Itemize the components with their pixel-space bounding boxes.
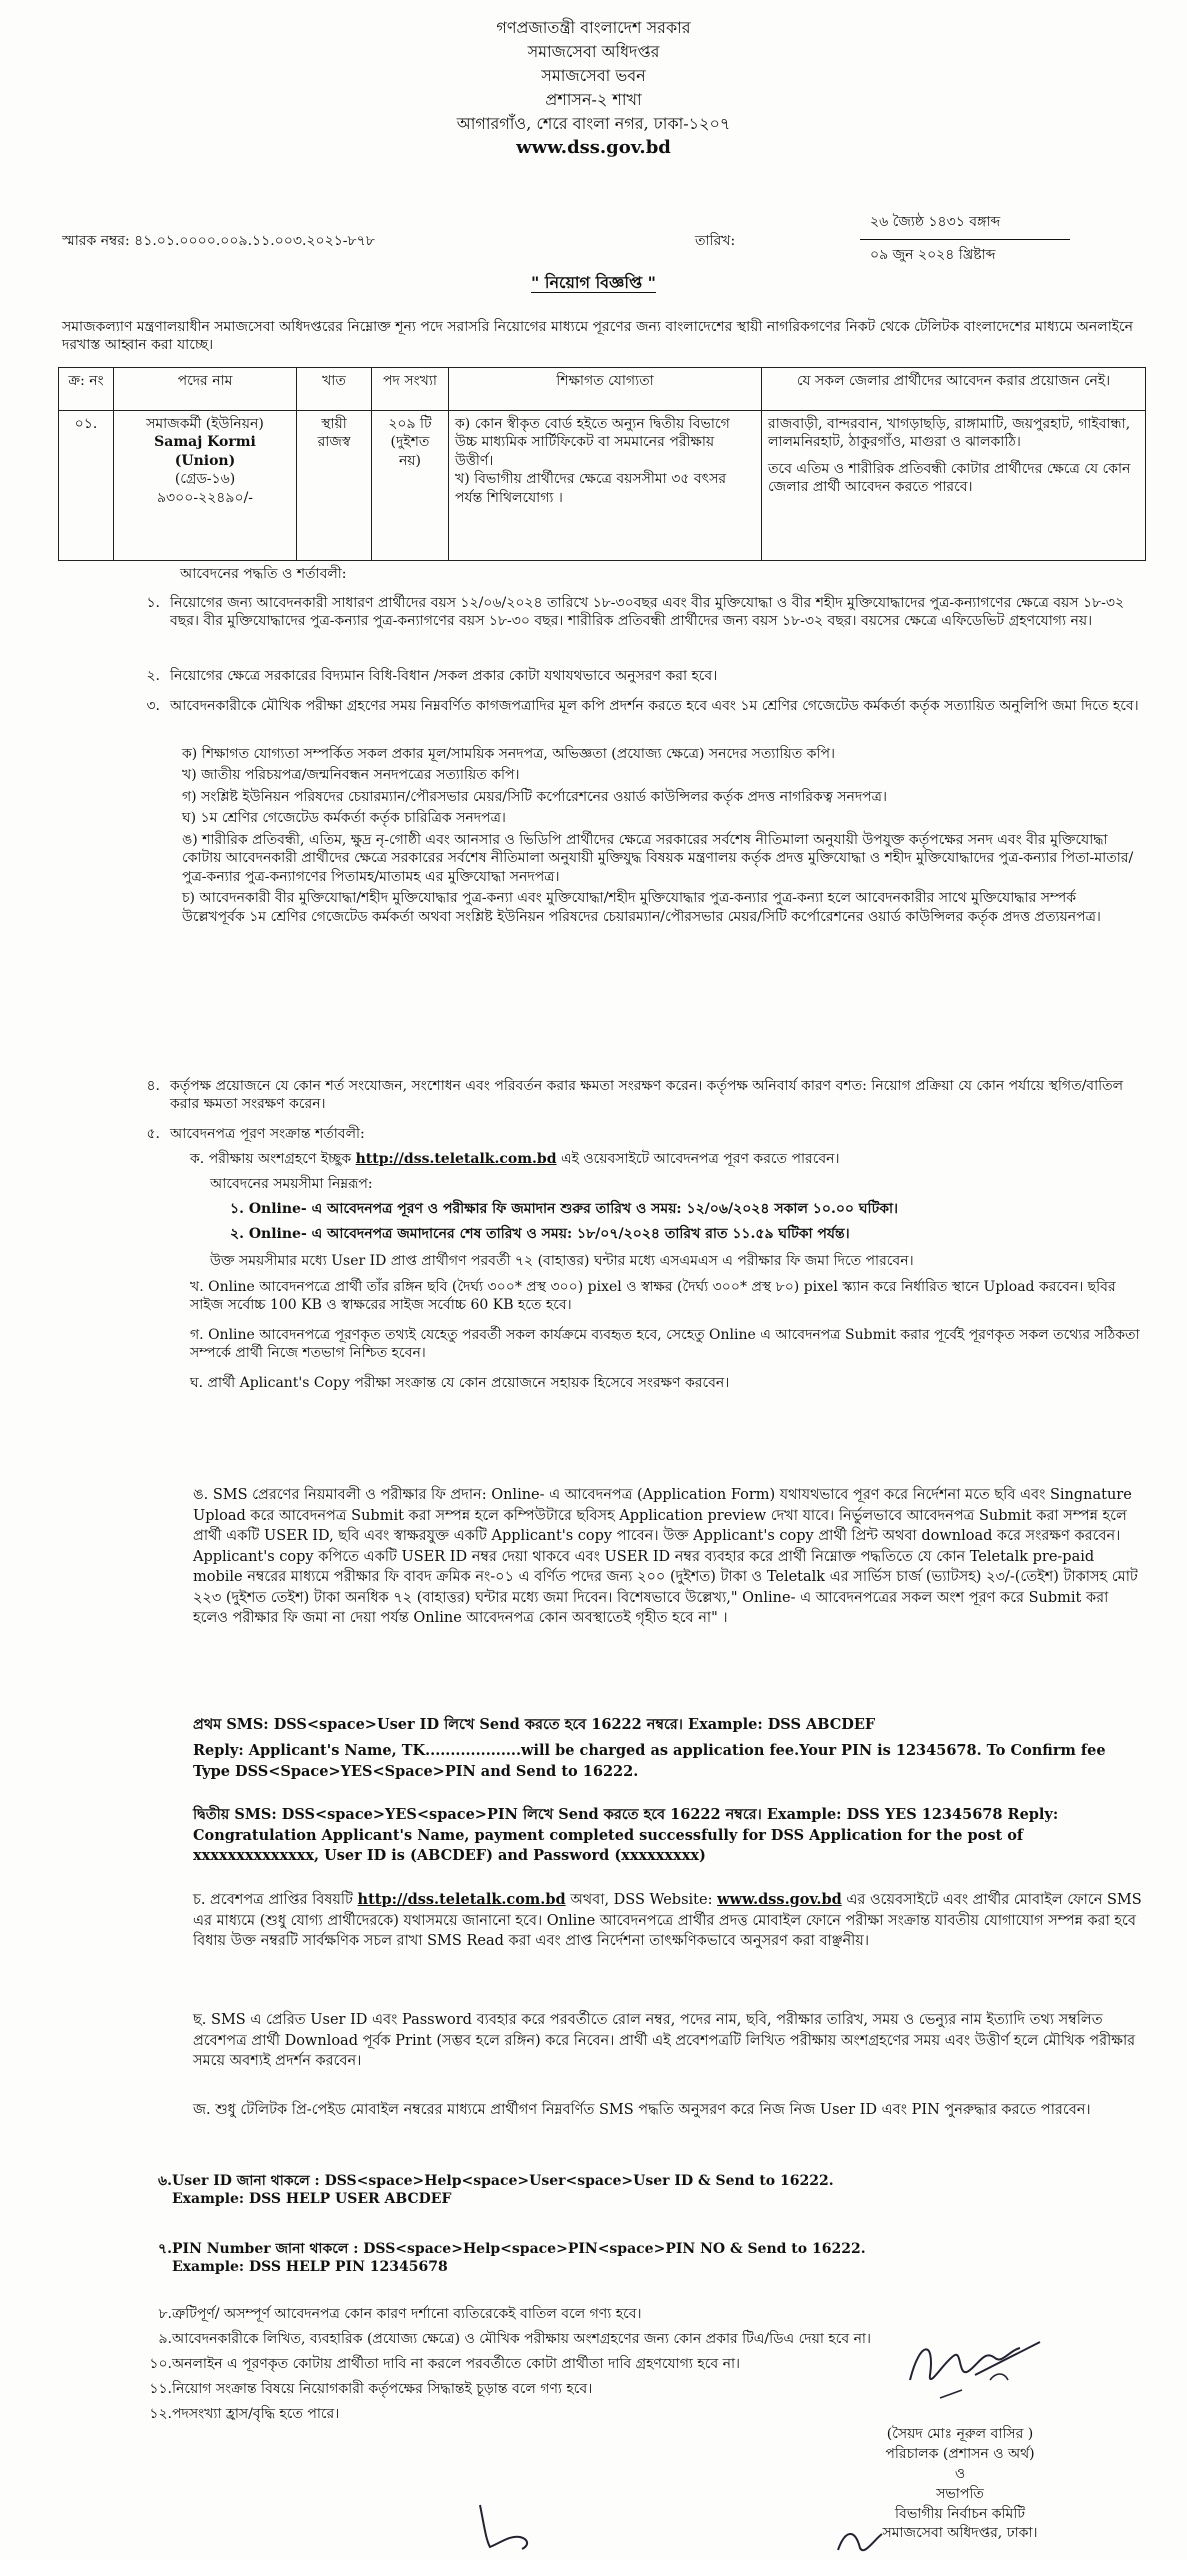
condition-text: নিয়োগের ক্ষেত্রে সরকারের বিদ্যমান বিধি-বিধান /সকল প্রকার কোটা যথাযথভাবে অনুসরণ করা হবে।: [170, 668, 718, 684]
date-block: [860, 213, 1080, 264]
date-bangla: ২৬ জ্যৈষ্ঠ ১৪৩১ বঙ্গাব্দ: [870, 214, 1001, 230]
condition-5-ga: গ. Online আবেদনপত্রে পূরণকৃত তথ্যই যেহেতু পরবর্তী সকল কার্যক্রমে ব্যবহৃত হবে, সেহেতু Online এ আবেদনপত্র Submit করার পূর্বেই পূরণকৃত সকল তথ্যের সঠিকতা সম্পর্কে প্রার্থী নিজে শতভাগ নিশ্চিত হবেন।: [190, 1327, 1140, 1362]
condition-2: [146, 667, 1150, 685]
signatory-role: সভাপতি: [936, 2485, 984, 2502]
intro-paragraph: সমাজকল্যাণ মন্ত্রণালয়াধীন সমাজসেবা অধিদপ্তরের নিম্নোক্ত শূন্য পদে সরাসরি নিয়োগের মাধ্যমে পূরণের জন্য বাংলাদেশের স্থায়ী নাগরিকগণের নিকট থেকে টেলিটক বাংলাদেশের মাধ্যমে অনলাইনে দরখাস্ত আহ্বান করা যাচ্ছে।: [62, 319, 1134, 354]
sector-cell: স্থায়ী রাজস্ব: [297, 411, 372, 561]
condition-5-ka: [190, 1150, 1140, 1168]
condition-example: Example: DSS HELP USER ABCDEF: [172, 2191, 452, 2208]
list-item: ক) শিক্ষাগত যোগ্যতা সম্পর্কিত সকল প্রকার মূল/সাময়িক সনদপত্র, অভিজ্ঞতা (প্রযোজ্য ক্ষেত্রে) সনদের সত্যায়িত কপি।: [182, 746, 835, 762]
initial-mark-icon: [830, 2520, 890, 2560]
table-header: যে সকল জেলার প্রার্থীদের আবেদন করার প্রয়োজন নেই।: [762, 368, 1146, 411]
condition-11: [149, 2380, 872, 2398]
post-name-cell: [114, 411, 297, 561]
signatory-committee: বিভাগীয় নির্বাচন কমিটি: [895, 2505, 1025, 2522]
notice-title: [0, 272, 1187, 293]
condition-text: User ID জানা থাকলে : DSS<space>Help<space>User<space>User ID & Send to 16222.: [172, 2173, 834, 2189]
condition-number: ১০.: [149, 2356, 172, 2372]
signatory-and: ও: [954, 2465, 966, 2482]
header-line: প্রশাসন-২ শাখা: [545, 90, 642, 109]
qualification-cell: [449, 411, 762, 561]
posts-table: [58, 367, 1146, 561]
post-line: Samaj Kormi: [154, 434, 256, 451]
district-line: রাজবাড়ী, বান্দরবান, খাগড়াছড়ি, রাঙ্গামাটি, জয়পুরহাট, গাইবান্ধা, লালমনিরহাট, ঠাকুরগাঁও, মাগুরা ও ঝালকাঠি।: [768, 416, 1131, 451]
condition-number: ৪.: [146, 1078, 160, 1094]
ka-text: ক. পরীক্ষায় অংশগ্রহণে ইচ্ছুক: [190, 1151, 352, 1167]
cha-rest: এর ওয়েবসাইটে এবং প্রার্থীর মোবাইল ফোনে SMS এর মাধ্যমে (শুধু যোগ্য প্রার্থীদেরকে) যথাসময়ে জানানো হবে। Online আবেদনপত্রে প্রার্থীর প্রদত্ত মোবাইল ফোনে পরীক্ষা সংক্রান্ত যাবতীয় যোগাযোগ সম্পন্ন করা হবে বিধায় উক্ত নম্বরটি সার্বক্ষণিক সচল রাখা SMS Read করা এবং প্রাপ্ত নির্দেশনা তাৎক্ষণিকভাবে অনুসরণ করা বাঞ্ছনীয়।: [193, 1892, 1142, 1950]
count-cell: ২০৯ টি (দুইশত নয়): [372, 411, 449, 561]
post-line: ৯৩০০-২২৪৯০/-: [156, 489, 254, 506]
condition-text: পদসংখ্যা হ্রাস/বৃদ্ধি হতে পারে।: [172, 2406, 340, 2422]
list-item: খ) জাতীয় পরিচয়পত্র/জন্মনিবন্ধন সনদপত্রের সত্যায়িত কপি।: [182, 767, 520, 784]
table-header: খাত: [297, 368, 372, 411]
first-sms: প্রথম SMS: DSS<space>User ID লিখে Send করতে হবে 16222 নম্বরে। Example: DSS ABCDEF: [193, 1716, 876, 1733]
list-item: ঘ) ১ম শ্রেণির গেজেটেড কর্মকর্তা কর্তৃক চারিত্রিক সনদপত্র।: [182, 810, 506, 827]
condition-text: নিয়োগের জন্য আবেদনকারী সাধারণ প্রার্থীদের বয়স ১২/০৬/২০২৪ তারিখে ১৮-৩০বছর এবং বীর মুক্তিযোদ্ধা ও বীর শহীদ মুক্তিযোদ্ধাদের পুত্র-কন্যাগণের ক্ষেত্রে বয়স ১৮-৩২ বছর। বীর মুক্তিযোদ্ধাদের পুত্র-কন্যার পুত্র-কন্যাগণের বয়স ১৮-৩০ বছর। শারীরিক প্রতিবন্ধী প্রার্থীদের জন্য বয়স ১৮-৩২ বছর। বয়সের ক্ষেত্রে এফিডেভিট গ্রহণযোগ্য নয়।: [170, 595, 1125, 630]
list-item: গ) সংশ্লিষ্ট ইউনিয়ন পরিষদের চেয়ারম্যান/পৌরসভার মেয়র/সিটি কর্পোরেশনের ওয়ার্ড কাউন্সিলর কর্তৃক প্রদত্ত নাগরিকত্ব সনদপত্র।: [182, 788, 887, 805]
header-line: সমাজসেবা অধিদপ্তর: [527, 42, 660, 61]
condition-text: আবেদনকারীকে লিখিত, ব্যবহারিক (প্রযোজ্য ক্ষেত্রে) ও মৌখিক পরীক্ষায় অংশগ্রহণের জন্য কোন প্রকার টিএ/ডিএ দেয়া হবে না।: [172, 2331, 872, 2347]
handwritten-signature-icon: [900, 2320, 1050, 2410]
post-line: সমাজকর্মী (ইউনিয়ন): [146, 416, 264, 432]
teletalk-link[interactable]: http://dss.teletalk.com.bd: [355, 1151, 557, 1167]
condition-example: Example: DSS HELP PIN 12345678: [172, 2259, 448, 2276]
condition-number: ৯.: [158, 2331, 172, 2347]
header-line: সমাজসেবা ভবন: [541, 66, 646, 85]
table-header: শিক্ষাগত যোগ্যতা: [449, 368, 762, 411]
condition-text: অনলাইন এ পূরণকৃত কোটায় প্রার্থীতা দাবি না করলে পরবর্তীতে কোটা প্রার্থীতা দাবি গ্রহণযোগ্য হবে না।: [172, 2356, 741, 2372]
condition-number: ৮.: [158, 2306, 172, 2322]
post-line: (Union): [174, 452, 236, 469]
period-end: ২. Online- এ আবেদনপত্র জমাদানের শেষ তারিখ ও সময়: ১৮/০৭/২০২৪ তারিখ রাত ১১.৫৯ ঘটিকা পর্যন্ত।: [230, 1226, 850, 1242]
date-english: ০৯ জুন ২০২৪ খ্রিষ্টাব্দ: [870, 247, 996, 263]
document-list: [182, 745, 1142, 926]
post-line: (গ্রেড-১৬): [174, 471, 236, 488]
district-line: তবে এতিম ও শারীরিক প্রতিবন্ধী কোটার প্রার্থীদের ক্ষেত্রে যে কোন জেলার প্রার্থী আবেদন করতে পারবে।: [768, 460, 1131, 496]
signatory-name: (সৈয়দ মোঃ নূরুল বাসির ): [886, 2426, 1034, 2442]
ka-rest: এই ওয়েবসাইটে আবেদনপত্র পূরণ করতে পারবেন।: [560, 1151, 840, 1167]
condition-12: [149, 2405, 772, 2423]
condition-number: ২.: [146, 668, 160, 684]
second-sms: দ্বিতীয় SMS: DSS<space>YES<space>PIN লিখে Send করতে হবে 16222 নম্বরে। Example: DSS YES 12345678 Reply: Congratulation Applicant's Name, payment completed successfully for DSS Application for the post of xxxxxxxxxxxxxx, User ID is (ABCDEF) and Password (xxxxxxxxx): [193, 1806, 1059, 1865]
condition-text: ত্রুটিপূর্ণ/ অসম্পূর্ণ আবেদনপত্র কোন কারণ দর্শানো ব্যতিরেকেই বাতিল বলে গণ্য হবে।: [172, 2306, 642, 2322]
condition-number: ১১.: [149, 2381, 172, 2397]
recover-credentials: জ. শুধু টেলিটক প্রি-পেইড মোবাইল নম্বরের মাধ্যমে প্রার্থীগণ নিম্নবর্ণিত SMS পদ্ধতি অনুসরণ করে নিজ নিজ User ID এবং PIN পুনরুদ্ধার করতে পারবেন।: [193, 2102, 1091, 2118]
first-sms-reply: Reply: Applicant's Name, TK...................will be charged as application fee.Your PIN is 12345678. To Confirm fee Type DSS<Space>YES<Space>PIN and Send to 16222.: [193, 1742, 1106, 1780]
table-header: পদ সংখ্যা: [372, 368, 449, 411]
table-row: [59, 411, 1146, 561]
list-item: ঙ) শারীরিক প্রতিবন্ধী, এতিম, ক্ষুদ্র নৃ-গোষ্ঠী এবং আনসার ও ভিডিপি প্রার্থীদের ক্ষেত্রে সরকারের সর্বশেষ নীতিমালা অনুযায়ী উপযুক্ত কর্তৃপক্ষের সনদ এবং বীর মুক্তিযোদ্ধা কোটায় আবেদনকারী প্রার্থীদের ক্ষেত্রে সরকারের সর্বশেষ নীতিমালা অনুযায়ী মুক্তিযুদ্ধ বিষয়ক মন্ত্রণালয় কর্তৃক প্রদত্ত মুক্তিযোদ্ধা ও শহীদ মুক্তিযোদ্ধাদের পুত্র-কন্যার পিতা-মাতার/পুত্র-কন্যার পুত্র-কন্যাগণের পিতামহ/মাতামহ এর মুক্তিযোদ্ধা সনদপত্র।: [182, 831, 1134, 885]
condition-5: [146, 1125, 1150, 1143]
condition-number: ১২.: [149, 2406, 172, 2422]
condition-5-gha: ঘ. প্রার্থী Aplicant's Copy পরীক্ষা সংক্রান্ত যে কোন প্রয়োজনে সহায়ক হিসেবে সংরক্ষণ করবেন।: [190, 1375, 730, 1391]
cha-mid: অথবা, DSS Website:: [570, 1892, 713, 1908]
list-item: চ) আবেদনকারী বীর মুক্তিযোদ্ধা/শহীদ মুক্তিযোদ্ধার পুত্র-কন্যা এবং মুক্তিযোদ্ধা/শহীদ মুক্তিযোদ্ধার পুত্র-কন্যার পুত্র-কন্যা হলে আবেদনকারীর সাথে মুক্তিযোদ্ধার সম্পর্ক উল্লেখপূর্বক ১ম শ্রেণির গেজেটেড কর্মকর্তা অথবা সংশ্লিষ্ট ইউনিয়ন পরিষদের চেয়ারম্যান/পৌরসভার মেয়র/সিটি কর্পোরেশনের ওয়ার্ড কাউন্সিলর কর্তৃক প্রদত্ত প্রত্যয়নপত্র।: [182, 890, 1101, 925]
districts-cell: [762, 411, 1146, 561]
condition-text: নিয়োগ সংক্রান্ত বিষয়ে নিয়োগকারী কর্তৃপক্ষের সিদ্ধান্তই চূড়ান্ত বলে গণ্য হবে।: [172, 2381, 593, 2397]
serial-cell: ০১.: [59, 411, 114, 561]
cha-text: চ. প্রবেশপত্র প্রাপ্তির বিষয়টি: [193, 1892, 353, 1908]
admit-card-note: [193, 1890, 1143, 1952]
period-note: উক্ত সময়সীমার মধ্যে User ID প্রাপ্ত প্রার্থীগণ পরবর্তী ৭২ (বাহাত্তর) ঘন্টার মধ্যে এসএমএস এ পরীক্ষার ফি জমা দিতে পারবেন।: [210, 1253, 914, 1269]
condition-text: আবেদনকারীকে মৌখিক পরীক্ষা গ্রহণের সময় নিম্নবর্ণিত কাগজপত্রাদির মূল কপি প্রদর্শন করতে হবে এবং ১ম শ্রেণির গেজেটেড কর্মকর্তা কর্তৃক সত্যায়িত অনুলিপি জমা দিতে হবে।: [170, 698, 1139, 714]
sms-instructions: ঙ. SMS প্রেরণের নিয়মাবলী ও পরীক্ষার ফি প্রদান: Online- এ আবেদনপত্র (Application Form) যথাযথভাবে পূরণ করে নির্দেশনা মতে ছবি এবং Singnature Upload করে আবেদনপত্র Submit করা সম্পন্ন হলে কম্পিউটারে ছবিসহ Application preview দেখা যাবে। নির্ভুলভাবে আবেদনপত্র Submit করা সম্পন্ন হলে প্রার্থী একটি USER ID, ছবি এবং স্বাক্ষরযুক্ত একটি Applicant's copy পাবেন। উক্ত Applicant's copy প্রার্থী প্রিন্ট অথবা download করে সংরক্ষণ করবেন। Applicant's copy কপিতে একটি USER ID নম্বর দেয়া থাকবে এবং USER ID নম্বর ব্যবহার করে প্রার্থী নিম্নোক্ত পদ্ধতিতে যে কোন Teletalk pre-paid mobile নম্বরের মাধ্যমে পরীক্ষার ফি বাবদ ক্রমিক নং-০১ এ বর্ণিত পদের জন্য ২০০ (দুইশত) টাকা ও Teletalk এর সার্ভিস চার্জ (ভ্যাটসহ) ২৩/-(তেইশ) টাকাসহ মোট ২২৩ (দুইশত তেইশ) টাকা অনধিক ৭২ (বাহাত্তর) ঘন্টার মধ্যে জমা দিবেন। বিশেষভাবে উল্লেখ্য," Online- এ আবেদনপত্রের সকল অংশ পূরণ করে Submit করা হলেও পরীক্ষার ফি জমা না দেয়া পর্যন্ত Online আবেদনপত্র কোন অবস্থাতেই গৃহীত হবে না" ।: [193, 1487, 1138, 1627]
date-divider: [860, 239, 1070, 240]
condition-number: ৭.: [158, 2241, 172, 2257]
letterhead: [0, 16, 1187, 160]
condition-text: আবেদনপত্র পূরণ সংক্রান্ত শর্তাবলী:: [170, 1126, 365, 1142]
qualification-line: খ) বিভাগীয় প্রার্থীদের ক্ষেত্রে বয়সসীমা ৩৫ বৎসর পর্যন্ত শিথিলযোগ্য ।: [455, 471, 727, 506]
header-line: গণপ্রজাতন্ত্রী বাংলাদেশ সরকার: [496, 18, 691, 37]
date-label: তারিখ:: [695, 233, 736, 249]
condition-number: ৩.: [146, 698, 160, 714]
conditions-heading: আবেদনের পদ্ধতি ও শর্তাবলী:: [180, 566, 347, 582]
period-start: ১. Online- এ আবেদনপত্র পূরণ ও পরীক্ষার ফি জমাদান শুরুর তারিখ ও সময়: ১২/০৬/২০২৪ সকাল ১০.০০ ঘটিকা।: [230, 1201, 899, 1217]
table-header: ক্র: নং: [59, 368, 114, 411]
condition-6: [158, 2172, 1142, 2209]
condition-number: ১.: [146, 595, 160, 611]
admit-card-download: ছ. SMS এ প্রেরিত User ID এবং Password ব্যবহার করে পরবর্তীতে রোল নম্বর, পদের নাম, ছবি, পরীক্ষার তারিখ, সময় ও ভেন্যুর নাম ইত্যাদি তথ্য সম্বলিত প্রবেশপত্র প্রার্থী Download পূর্বক Print (সম্ভব হলে রঙ্গিন) করে নিবেন। প্রার্থী এই প্রবেশপত্রটি লিখিত পরীক্ষায় অংশগ্রহণের সময় এবং উত্তীর্ণ হলে মৌখিক পরীক্ষার সময়ে অবশ্যই প্রদর্শন করবেন।: [193, 2012, 1136, 2070]
memo-number: স্মারক নম্বর: ৪১.০১.০০০০.০০৯.১১.০০৩.২০২১-৮৭৮: [62, 233, 375, 249]
header-line: আগারগাঁও, শেরে বাংলা নগর, ঢাকা-১২০৭: [456, 114, 731, 133]
condition-number: ৬.: [158, 2173, 172, 2189]
table-header: পদের নাম: [114, 368, 297, 411]
qualification-line: ক) কোন স্বীকৃত বোর্ড হইতে অন্যুন দ্বিতীয় বিভাগে উচ্চ মাধ্যমিক সার্টিফিকেট বা সমমানের পরীক্ষায় উত্তীর্ণ।: [455, 416, 730, 469]
condition-text: কর্তৃপক্ষ প্রয়োজনে যে কোন শর্ত সংযোজন, সংশোধন এবং পরিবর্তন করার ক্ষমতা সংরক্ষণ করেন। কর্তৃপক্ষ অনিবার্য কারণ বশত: নিয়োগ প্রক্রিয়া যে কোন পর্যায়ে স্থগিত/বাতিল করার ক্ষমতা সংরক্ষণ করেন।: [170, 1078, 1124, 1113]
condition-5-kha: খ. Online আবেদনপত্রে প্রার্থী তাঁর রঙ্গিন ছবি (দৈর্ঘ্য ৩০০* প্রস্থ ৩০০) pixel ও স্বাক্ষর (দৈর্ঘ্য ৩০০* প্রস্থ ৮০) pixel স্ক্যান করে নির্ধারিত স্থানে Upload করবেন। ছবির সাইজ সর্বোচ্চ 100 KB ও স্বাক্ষরের সাইজ সর্বোচ্চ 60 KB হতে হবে।: [190, 1279, 1116, 1314]
notice-title-text: " নিয়োগ বিজ্ঞপ্তি ": [530, 273, 656, 292]
condition-text: PIN Number জানা থাকলে : DSS<space>Help<space>PIN<space>PIN NO & Send to 16222.: [172, 2241, 866, 2257]
condition-7: [158, 2240, 1142, 2277]
condition-4: [146, 1077, 1150, 1114]
header-website: www.dss.gov.bd: [516, 137, 671, 158]
signatory-designation: পরিচালক (প্রশাসন ও অর্থ): [885, 2445, 1035, 2462]
teletalk-link[interactable]: http://dss.teletalk.com.bd: [357, 1891, 566, 1908]
table-header-row: [59, 368, 1146, 411]
condition-1: [146, 594, 1150, 631]
initial-mark-icon: [470, 2495, 540, 2555]
condition-3: [146, 697, 1150, 715]
condition-number: ৫.: [146, 1126, 160, 1142]
dss-website-link[interactable]: www.dss.gov.bd: [717, 1891, 842, 1908]
signatory-office: সমাজসেবা অধিদপ্তর, ঢাকা।: [882, 2525, 1038, 2542]
period-heading: আবেদনের সময়সীমা নিম্নরূপ:: [210, 1176, 373, 1192]
